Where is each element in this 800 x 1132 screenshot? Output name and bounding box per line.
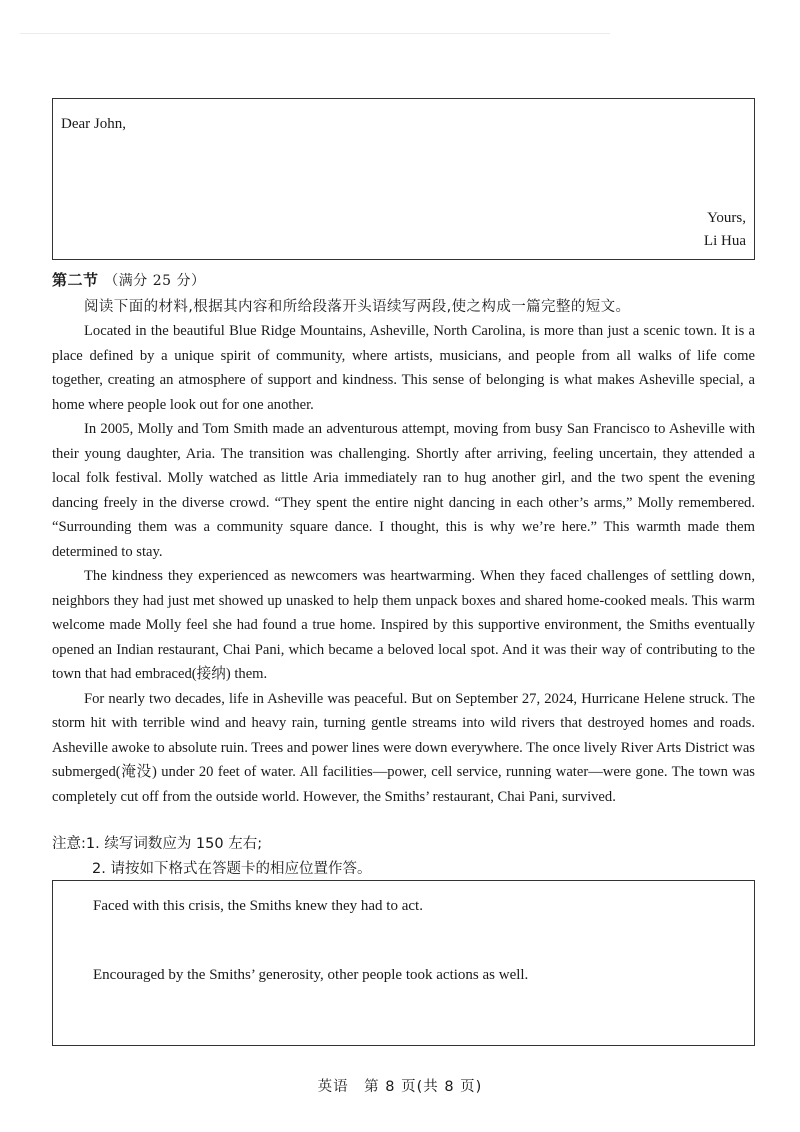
paragraph-starter-1: Faced with this crisis, the Smiths knew they had to act. bbox=[93, 898, 423, 914]
section-instruction: 阅读下面的材料,根据其内容和所给段落开头语续写两段,使之构成一篇完整的短文。 bbox=[84, 299, 631, 315]
letter-signature: Li Hua bbox=[703, 233, 746, 249]
continuation-answer-box bbox=[52, 880, 755, 1046]
page-footer: 英语 第 8 页(共 8 页) bbox=[317, 1079, 483, 1095]
passage-paragraph-4: For nearly two decades, life in Asheville was peaceful. But on September 27, 2024, Hurricane Helene struck. The storm hit with terrible wind and heavy rain, turning gentle streams into wild rivers that destroyed homes and roads. Asheville awoke to absolute ruin. Trees and power lines were down everywhere. The once lively River Arts District was submerged(淹没) under 20 feet of water. All facilities—power, cell service, running water—were gone. The town was completely cut off from the outside world. However, the Smiths’ restaurant, Chai Pani, survived. bbox=[52, 690, 755, 805]
letter-closing-yours: Yours, bbox=[707, 210, 746, 226]
passage-paragraph-3: The kindness they experienced as newcomers was heartwarming. When they faced challenges of settling down, neighbors they had just met showed up unasked to help them unpack boxes and shared home-cooked meals. This warm welcome made Molly feel she had found a true home. Inspired by this supportive environment, the Smiths eventually opened an Indian restaurant, Chai Pani, which became a beloved local spot. And it was their way of contributing to the town that had embraced(接纳) them. bbox=[52, 568, 755, 682]
letter-closing bbox=[704, 207, 746, 253]
paragraph-starter-2: Encouraged by the Smiths’ generosity, other people took actions as well. bbox=[93, 967, 529, 983]
section-heading bbox=[52, 269, 205, 290]
top-divider bbox=[20, 33, 610, 34]
passage-paragraph-2: In 2005, Molly and Tom Smith made an adventurous attempt, moving from busy San Francisco to Asheville with their young daughter, Aria. The transition was challenging. Shortly after arriving, feeling uncertain, they attended a local folk festival. Molly watched as little Aria immediately ran to hug another girl, and the two spent the evening dancing freely in the diverse crowd. “They spent the entire night dancing in each other’s arms,” Molly remembered. “Surrounding them was a community square dance. I thought, this is why we’re here.” This warmth made them determined to stay. bbox=[52, 421, 755, 560]
note-word-count: 注意:1. 续写词数应为 150 左右; bbox=[52, 836, 263, 852]
letter-writing-box bbox=[52, 98, 755, 260]
section-score: （满分 25 分） bbox=[104, 273, 206, 289]
passage-paragraph-1: Located in the beautiful Blue Ridge Mountains, Asheville, North Carolina, is more than just a scenic town. It is a place defined by a unique spirit of community, where artists, musicians, and people from all walks of life come together, creating an atmosphere of support and kindness. This sense of belonging is what makes Asheville special, a home where people look out for one another. bbox=[52, 323, 755, 413]
reading-passage bbox=[52, 319, 755, 809]
note-answer-format: 2. 请按如下格式在答题卡的相应位置作答。 bbox=[92, 861, 372, 877]
letter-salutation: Dear John, bbox=[61, 116, 126, 132]
section-title: 第二节 bbox=[52, 271, 99, 289]
